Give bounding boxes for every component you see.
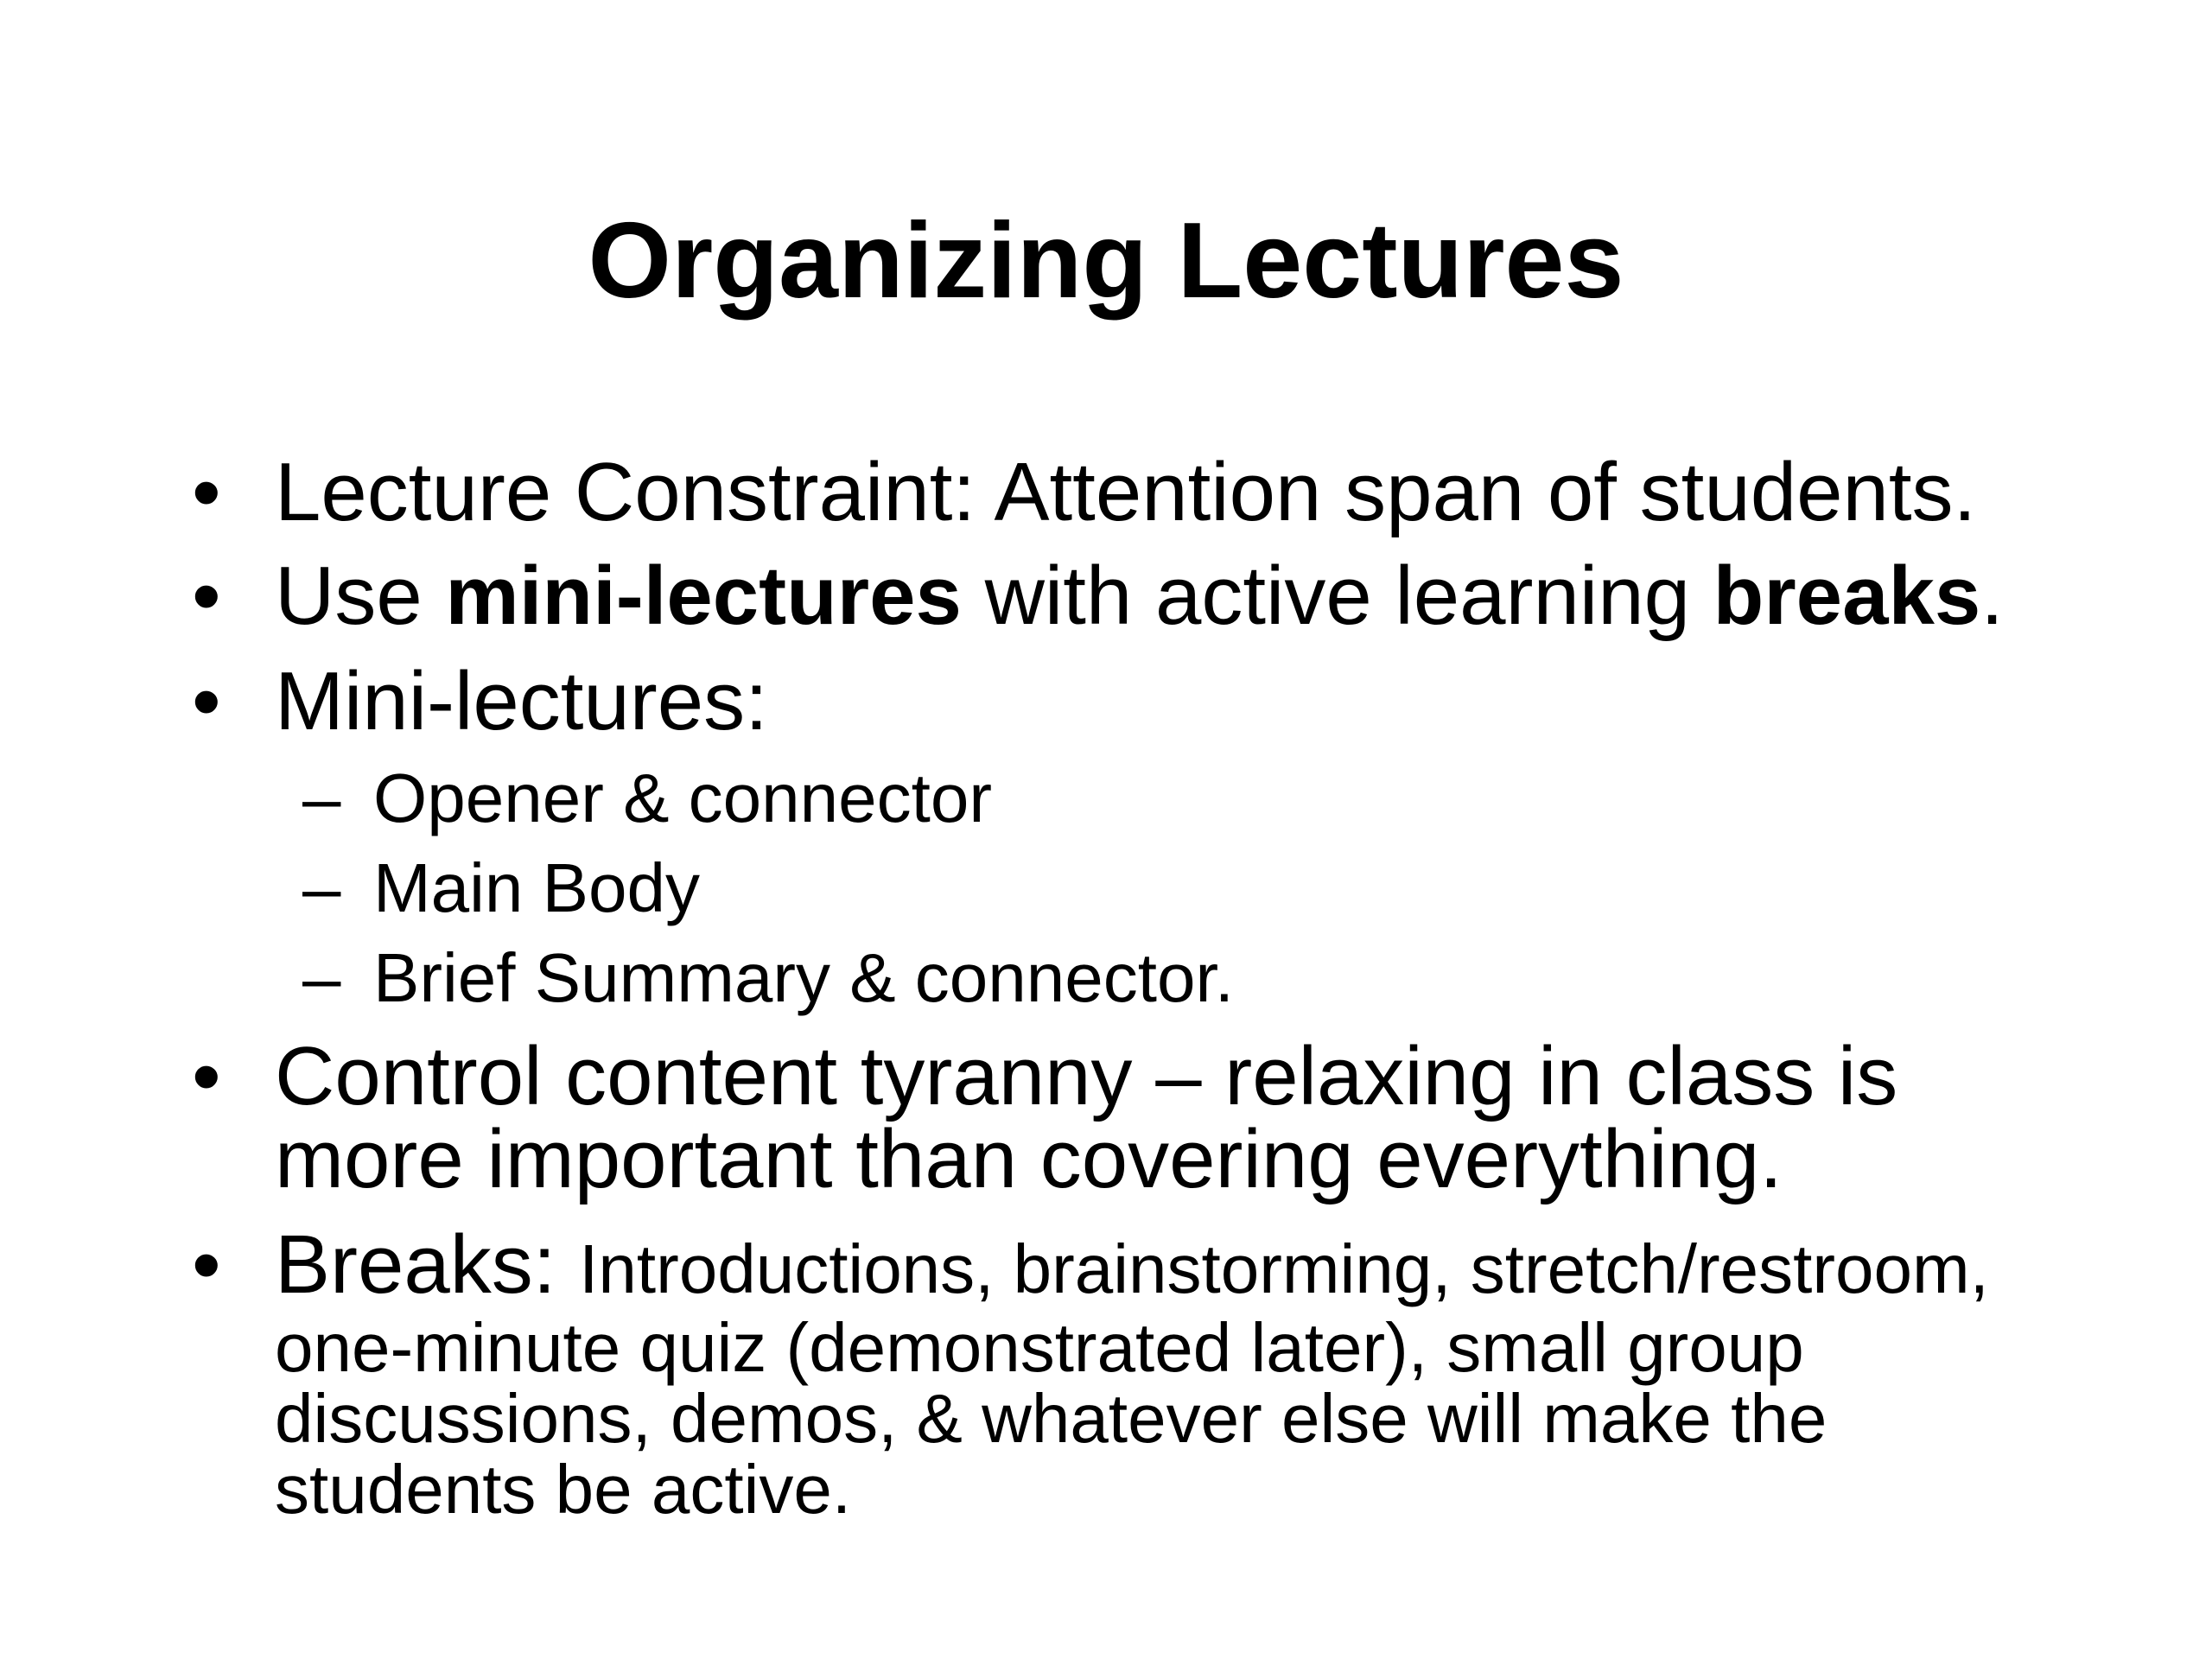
dash-marker: – bbox=[302, 939, 341, 1016]
sub-item-text: Brief Summary & connector. bbox=[373, 939, 1234, 1016]
bullet-text-line-1: Control content tyranny – relaxing in class is bbox=[275, 1030, 1898, 1122]
bullet-marker: • bbox=[192, 1218, 221, 1311]
bullet-text-line-4: students be active. bbox=[275, 1451, 852, 1528]
text-segment: Use bbox=[275, 550, 446, 642]
bullet-marker: • bbox=[192, 655, 221, 747]
breaks-lead: Breaks: bbox=[275, 1218, 580, 1311]
bullet-text-line-2: one-minute quiz (demonstrated later), small group bbox=[275, 1309, 1804, 1386]
bullet-marker: • bbox=[192, 1030, 221, 1122]
bullet-text: Mini-lectures: bbox=[275, 655, 768, 747]
bullet-text-line-2: more important than covering everything. bbox=[275, 1113, 1783, 1205]
bullet-marker: • bbox=[192, 550, 221, 642]
dash-marker: – bbox=[302, 849, 341, 926]
dash-marker: – bbox=[302, 760, 341, 836]
text-segment: with active learning bbox=[961, 550, 1713, 642]
bullet-marker: • bbox=[192, 446, 221, 538]
bullet-text: Lecture Constraint: Attention span of students. bbox=[275, 446, 1977, 538]
sub-item-text: Main Body bbox=[373, 849, 700, 926]
text-segment: . bbox=[1980, 550, 2004, 642]
bullet-text bbox=[275, 550, 2004, 642]
bullet-text-line-1 bbox=[275, 1218, 1989, 1313]
sub-item-text: Opener & connector bbox=[373, 760, 992, 836]
bold-text-breaks: breaks bbox=[1713, 550, 1981, 642]
slide-title: Organizing Lectures bbox=[588, 201, 1624, 321]
bold-text-mini-lectures: mini-lectures bbox=[445, 550, 962, 642]
bullet-text-line-3: discussions, demos, & whatever else will make the bbox=[275, 1380, 1827, 1457]
text-segment: Introductions, brainstorming, stretch/restroom, bbox=[579, 1230, 1989, 1307]
